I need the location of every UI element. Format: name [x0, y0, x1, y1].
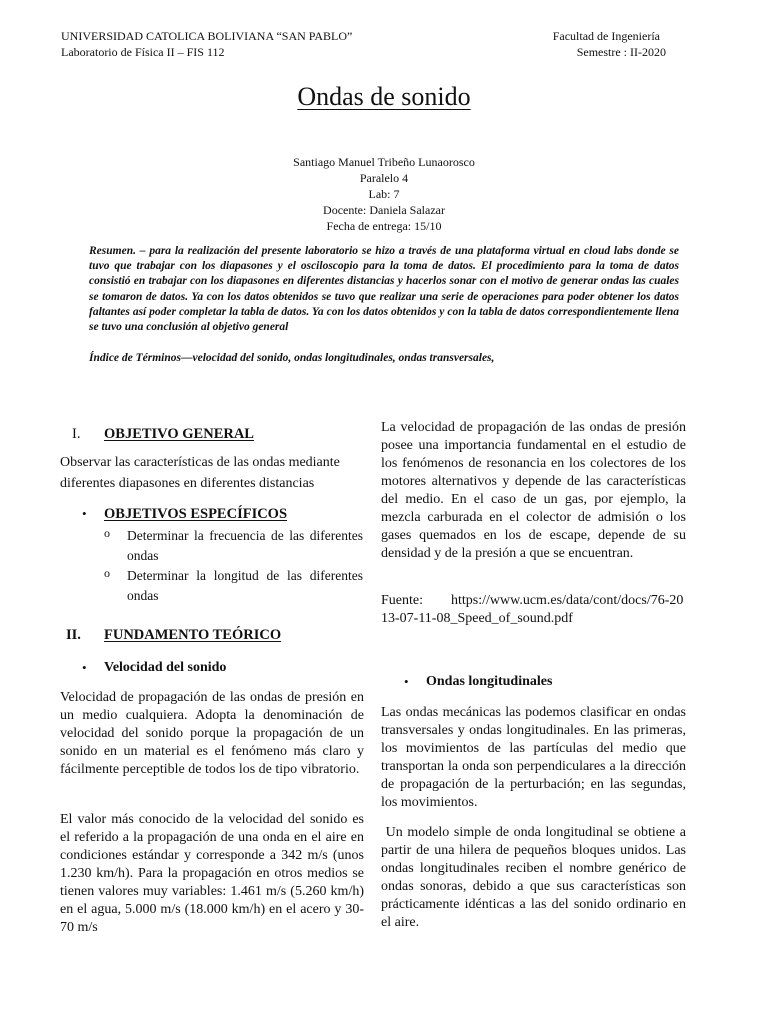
faculty-name: Facultad de Ingeniería [552, 29, 660, 43]
section-1-title: OBJETIVO GENERAL [104, 426, 254, 442]
velocity-paragraph-2: El valor más conocido de la velocidad del sonido es el referido a la propagación de una onda en el aire en condiciones estándar y corresponde a 342 m/s (unos 1.230 km/h). Para la propagación en otros medios se tienen valores muy variables: 1.461 m/s (5.260 km/h) en el agua, 5.000 m/s (18.000 km/h) en el acero y 30-70 m/s [60, 812, 364, 935]
specific-objectives-title: OBJETIVOS ESPECÍFICOS [104, 506, 288, 522]
section-2-number: II. [66, 627, 81, 643]
pressure-wave-paragraph: La velocidad de propagación de las ondas de presión posee una importancia fundamental en el estudio de los fenómenos de resonancia en los colectores de los motores alternativos y depende de las características del medio. En el caso de un gas, por ejemplo, la mezcla carburada en el colector de admisión o los gases quemados en los de escape, depende de su densidad y de la presión a que se encuentran. [381, 420, 686, 561]
semester: Semestre : II-2020 [576, 45, 666, 59]
lab-course: Laboratorio de Física II – FIS 112 [61, 45, 225, 59]
source-citation [381, 592, 686, 628]
page-title: Ondas de sonido [297, 82, 471, 111]
docente: Docente: Daniela Salazar [323, 203, 445, 217]
paralelo: Paralelo 4 [359, 171, 409, 185]
index-terms: Índice de Términos—velocidad del sonido, ondas longitudinales, ondas transversales, [89, 352, 495, 365]
sub-bullet-icon: o [104, 566, 110, 580]
abstract [89, 244, 679, 366]
longitudinal-subtitle: Ondas longitudinales [426, 674, 553, 689]
longitudinal-paragraph-2: Un modelo simple de onda longitudinal se obtiene a partir de una hilera de pequeños bloques unidos. Las ondas longitudinales reciben el nombre genérico de ondas sonoras, debido a que sus características son prácticamente idénticas a las del sonido ordinario en el aire. [381, 825, 690, 930]
velocity-subtitle: Velocidad del sonido [104, 660, 227, 675]
specific-objective-1: Determinar la frecuencia de las diferentes ondas [127, 528, 363, 563]
section-1-text: Observar las características de las ondas mediante diferentes diapasones en diferentes distancias [60, 455, 340, 491]
sub-bullet-icon: o [104, 526, 110, 540]
specific-objective-2: Determinar la longitud de las diferentes ondas [127, 568, 363, 603]
lab-number: Lab: 7 [368, 187, 400, 201]
source-link[interactable]: https://www.ucm.es/data/cont/docs/76-2013-07-11-08_Speed_of_sound.pdf [381, 593, 684, 626]
bullet-icon: • [82, 660, 87, 675]
section-2-title: FUNDAMENTO TEÓRICO [104, 627, 282, 643]
university-name: UNIVERSIDAD CATOLICA BOLIVIANA “SAN PABLO” [61, 29, 353, 43]
abstract-text: Resumen. – para la realización del presente laboratorio se hizo a través de una plataforma virtual en cloud labs donde se tuvo que trabajar con los diapasones y el osciloscopio para la toma de datos. El procedimiento para la toma de datos consistió en trabajar con los diapasones en diferentes distancias y hacerlos sonar con el motivo de generar ondas las cuales se tomaron de datos. Ya con los datos obtenidos se tuvo que realizar una serie de operaciones para poder obtener los datos faltantes así poder completar la tabla de datos. Ya con los datos obtenidos y con la tabla de datos correspondientemente llena se tuvo una conclusión al objetivo general [89, 245, 679, 334]
due-date: Fecha de entrega: 15/10 [326, 219, 442, 233]
bullet-icon: • [82, 506, 87, 521]
author-block [0, 154, 768, 234]
author-name: Santiago Manuel Tribeño Lunaorosco [293, 155, 475, 169]
section-1-number: I. [72, 426, 81, 442]
bullet-icon: • [404, 674, 409, 689]
velocity-paragraph-1: Velocidad de propagación de las ondas de presión en un medio cualquiera. Adopta la denominación de velocidad del sonido porque la propagación de un sonido en un material es el fenómeno más claro y fácilmente perceptible de todos los de tipo vibratorio. [60, 690, 364, 777]
longitudinal-paragraph-1: Las ondas mecánicas las podemos clasificar en ondas transversales y ondas longitudinales. En las primeras, los movimientos de las partículas del medio que transportan la onda son perpendiculares a la dirección de propagación de la perturbación; en las segundas, los movimientos. [381, 705, 686, 810]
source-label: Fuente: [381, 593, 423, 608]
